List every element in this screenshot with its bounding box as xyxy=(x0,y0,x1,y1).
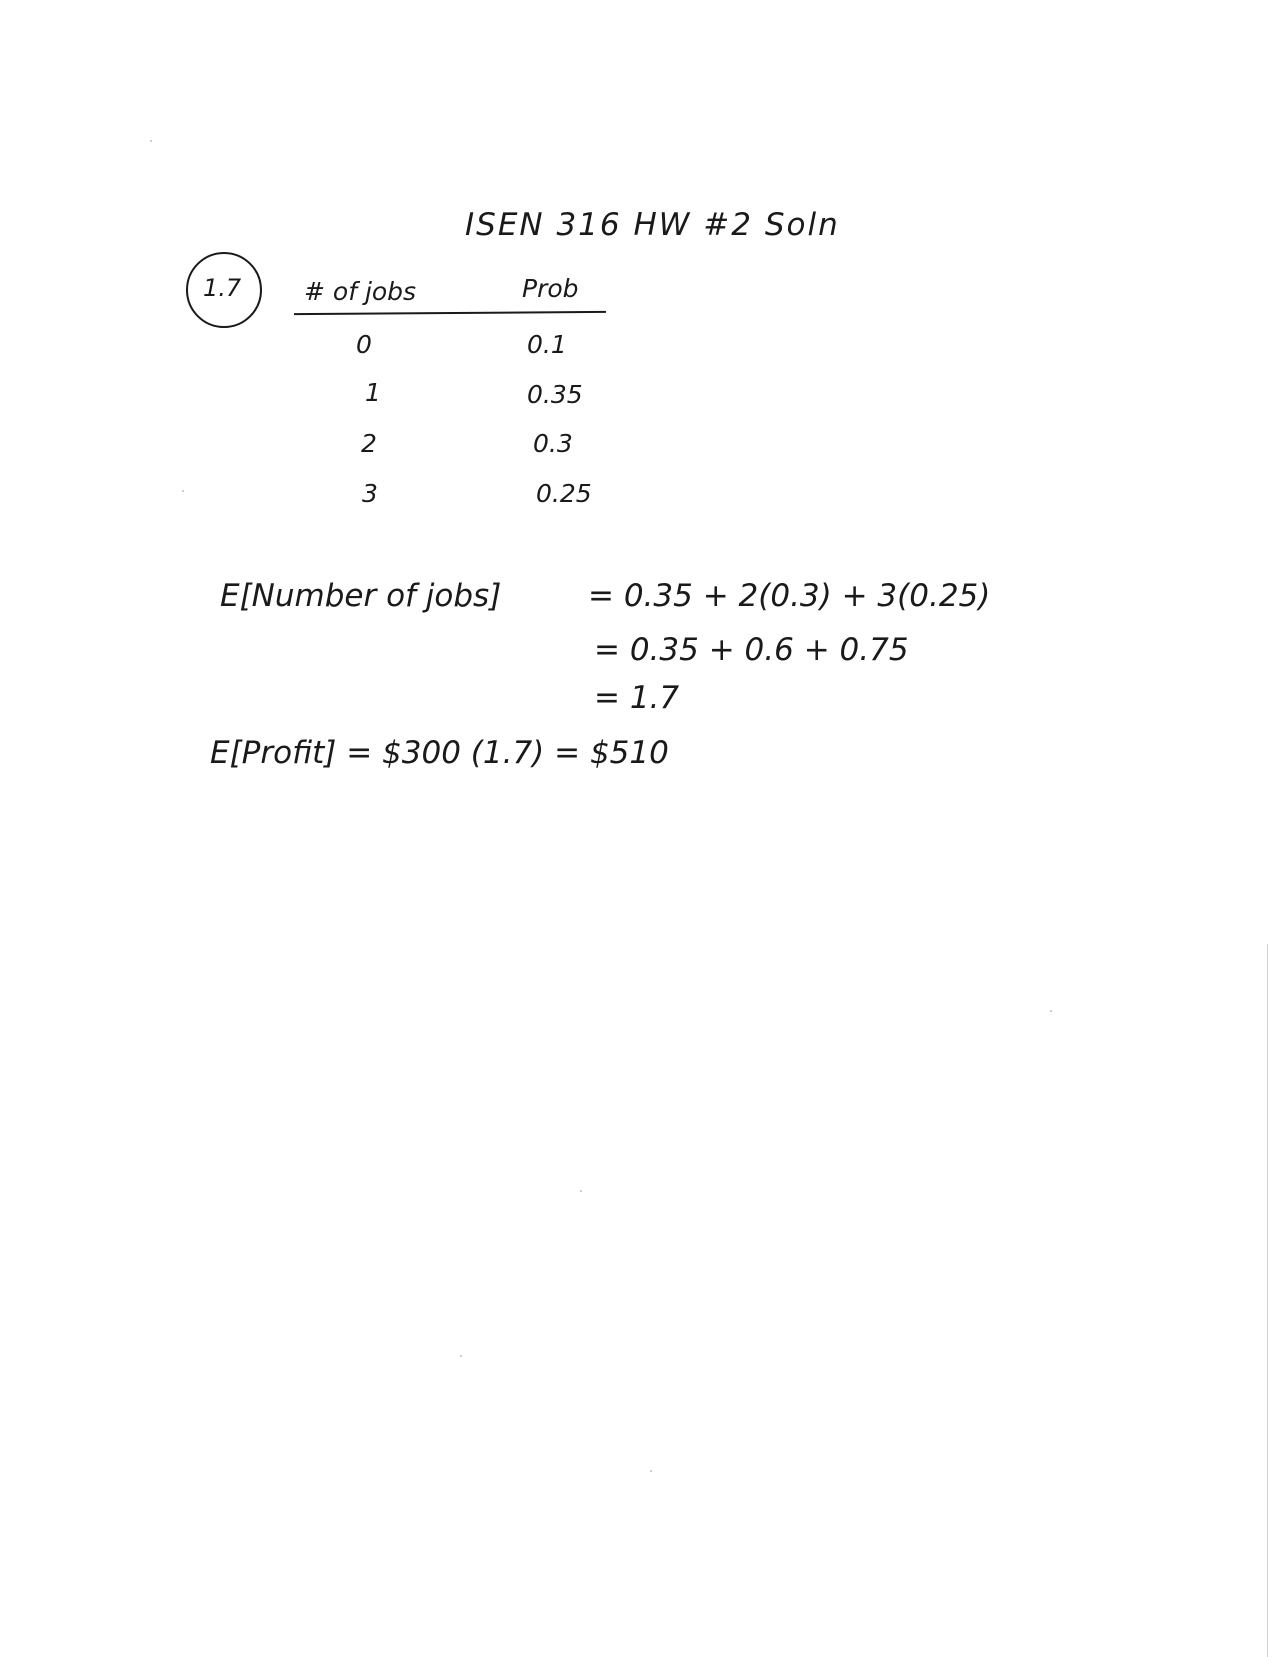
table-cell-jobs: 1 xyxy=(365,378,381,407)
expected-profit-equation: E[Profit] = $300 (1.7) = $510 xyxy=(210,735,669,771)
page-title: ISEN 316 HW #2 Soln xyxy=(465,207,840,243)
scan-speck xyxy=(182,490,184,492)
scan-speck xyxy=(1050,1010,1052,1012)
scan-edge-line xyxy=(1267,944,1268,1657)
table-header-jobs: # of jobs xyxy=(304,277,417,306)
table-cell-prob: 0.1 xyxy=(527,330,567,359)
table-cell-prob: 0.35 xyxy=(527,380,583,409)
table-header-prob: Prob xyxy=(522,274,579,303)
table-cell-jobs: 2 xyxy=(361,429,377,458)
problem-number: 1.7 xyxy=(203,274,242,302)
scan-speck xyxy=(650,1470,652,1472)
expected-jobs-expression: = 0.35 + 2(0.3) + 3(0.25) xyxy=(588,578,991,614)
scan-speck xyxy=(580,1190,582,1192)
table-cell-prob: 0.25 xyxy=(536,479,592,508)
table-cell-prob: 0.3 xyxy=(533,429,573,458)
table-cell-jobs: 0 xyxy=(356,330,372,359)
expected-jobs-label: E[Number of jobs] xyxy=(220,578,502,614)
scan-speck xyxy=(150,140,152,142)
expected-jobs-step-2: = 0.35 + 0.6 + 0.75 xyxy=(594,632,909,668)
scan-speck xyxy=(460,1355,462,1357)
table-cell-jobs: 3 xyxy=(362,479,378,508)
table-header-rule xyxy=(294,311,606,315)
expected-jobs-result: = 1.7 xyxy=(594,680,680,716)
